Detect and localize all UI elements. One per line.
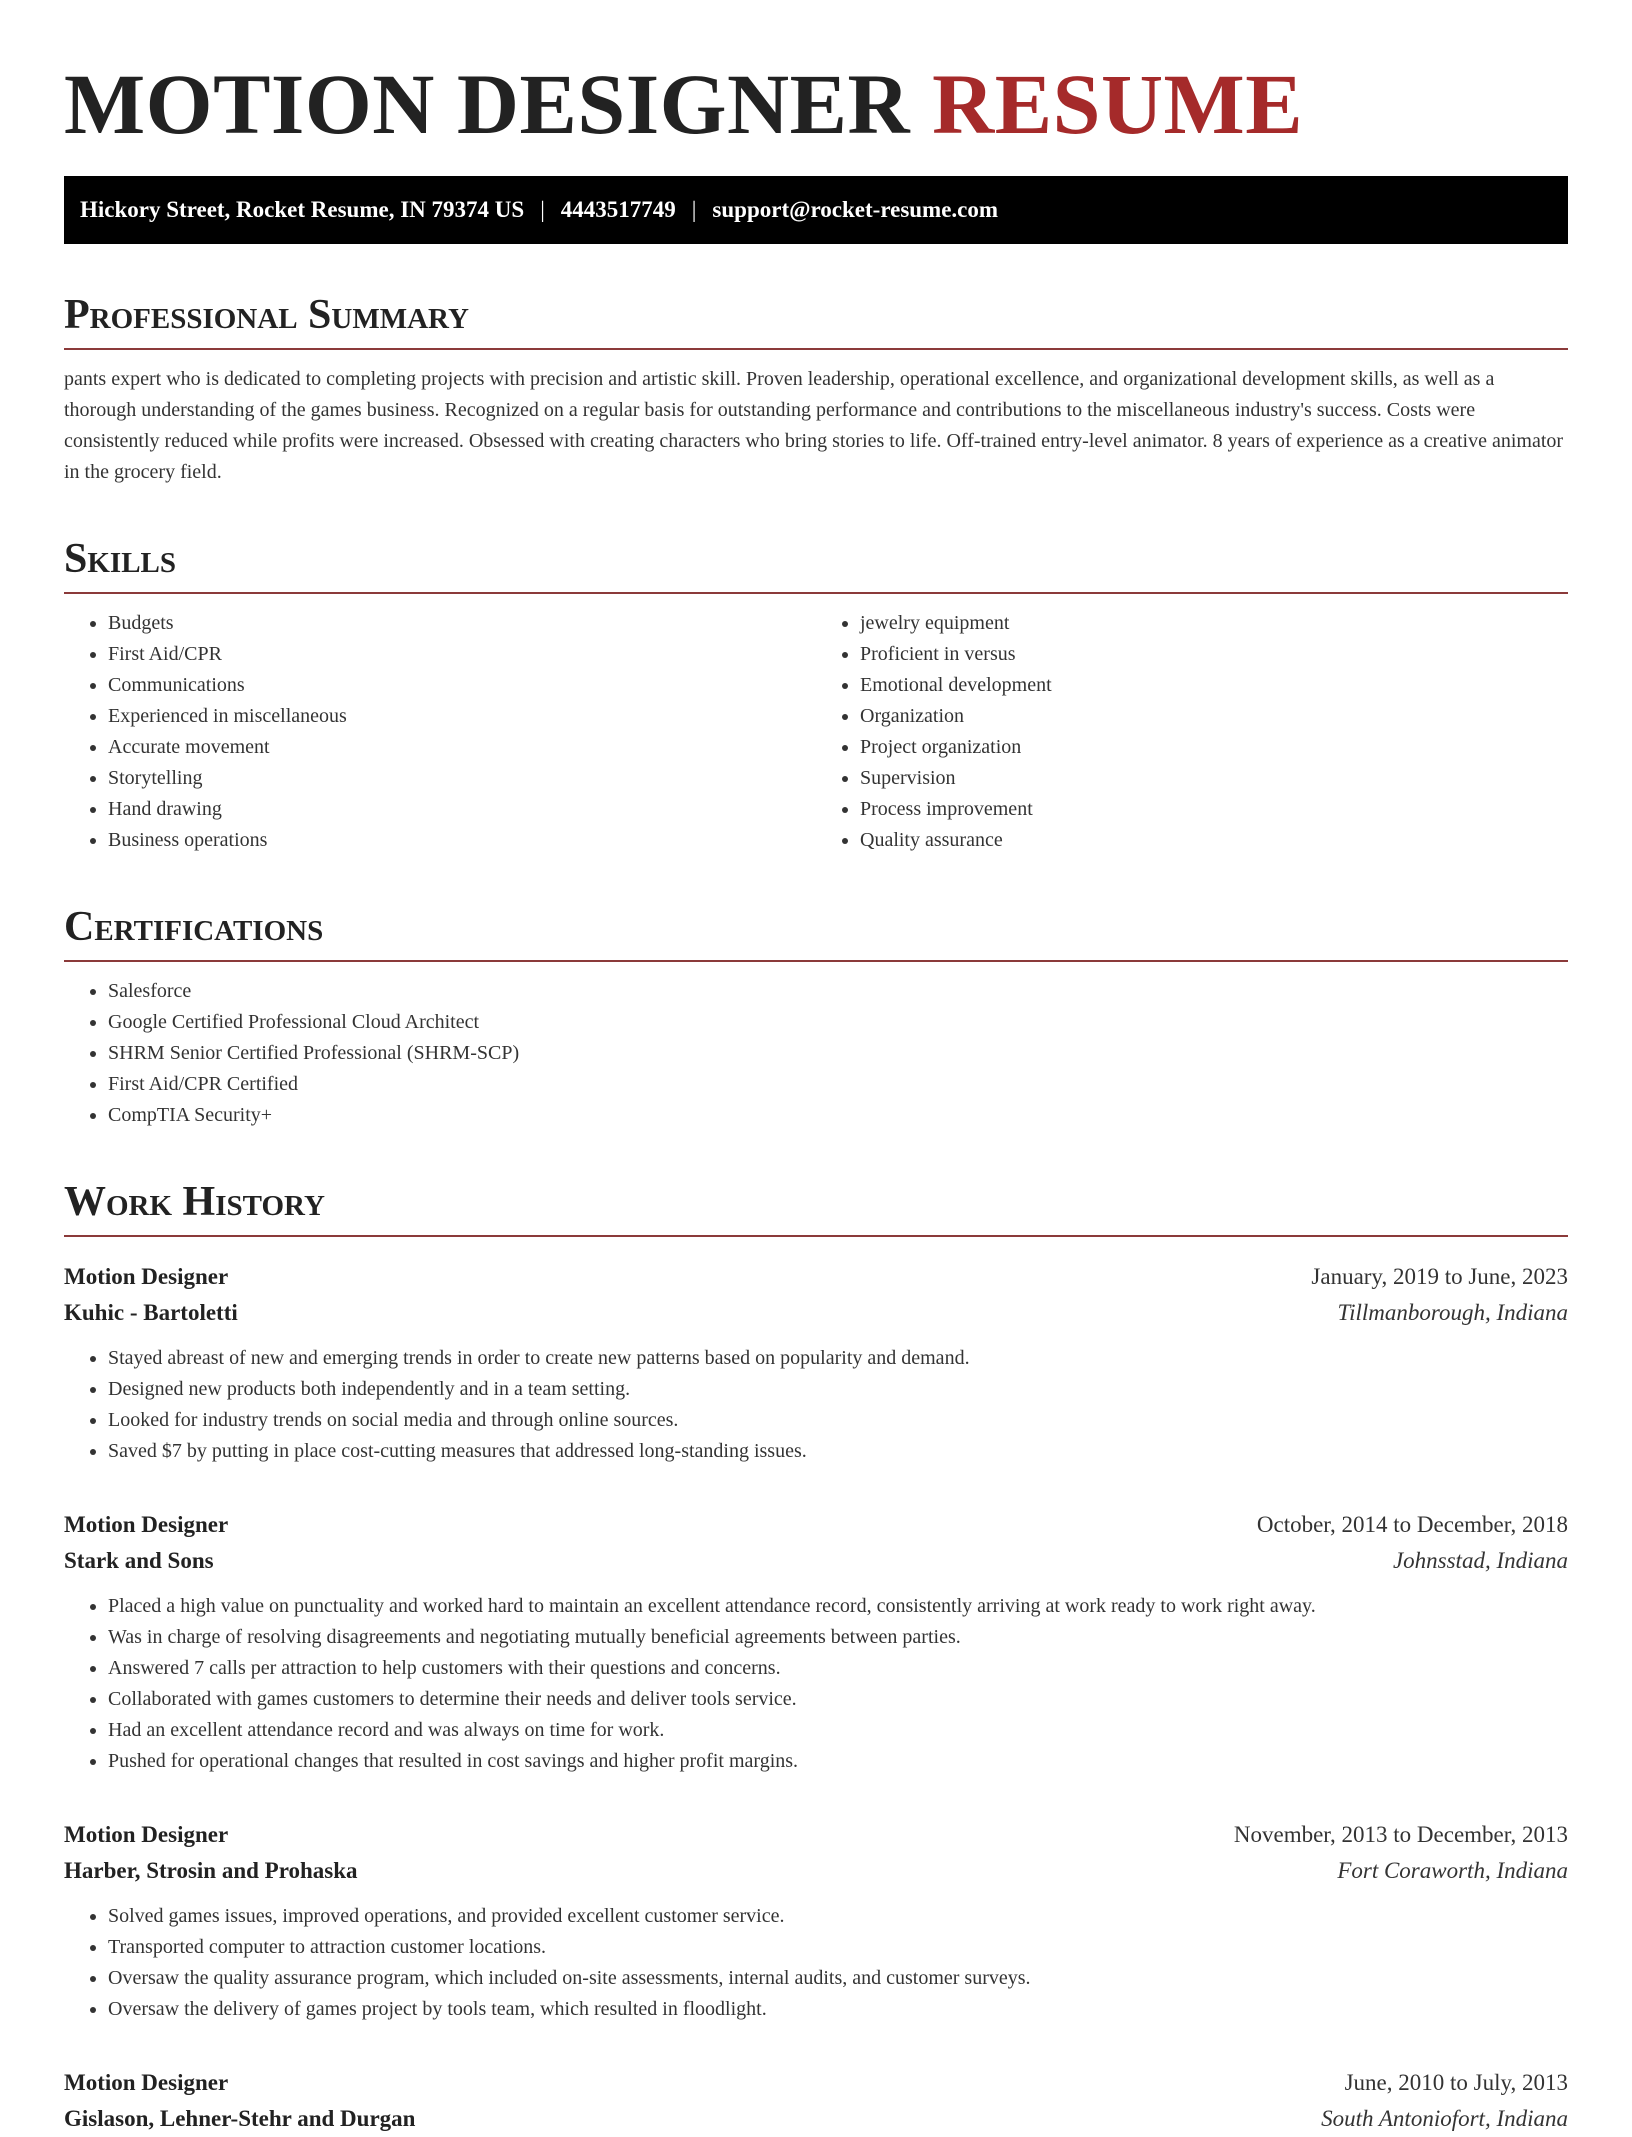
certifications-section [64, 900, 1568, 1131]
contact-phone: 4443517749 [560, 197, 676, 222]
skill-item: • Project organization [860, 732, 1568, 763]
job-bullet: • Saved $7 by putting in place cost-cutting measures that addressed long-standing issues. [108, 1436, 1568, 1467]
skill-item: • Quality assurance [860, 825, 1568, 856]
skill-item: • Experienced in miscellaneous [108, 701, 816, 732]
job-entry [64, 2065, 1568, 2137]
contact-separator: | [691, 197, 697, 222]
job-header-row [64, 1507, 1568, 1543]
job-bullet: • Collaborated with games customers to determine their needs and deliver tools service. [108, 1684, 1568, 1715]
certification-item: • Google Certified Professional Cloud Architect [108, 1007, 1568, 1038]
job-dates: October, 2014 to December, 2018 [1256, 1512, 1568, 1537]
skill-item: • Accurate movement [108, 732, 816, 763]
certification-item: • First Aid/CPR Certified [108, 1069, 1568, 1100]
job-header-row [64, 1259, 1568, 1295]
job-bullets [64, 1901, 1568, 2025]
job-company-row [64, 1543, 1568, 1579]
job-bullet: • Had an excellent attendance record and was always on time for work. [108, 1715, 1568, 1746]
job-header-row [64, 1817, 1568, 1853]
job-entry [64, 1259, 1568, 1467]
summary-text: pants expert who is dedicated to completing projects with precision and artistic skill. Proven leadership, operational excellence, and organizational development skills, as well as a thorough understanding of the games business. Recognized on a regular basis for outstanding performance and contributions to the miscellaneous industry's success. Costs were consistently reduced while profits were increased. Obsessed with creating characters who bring stories to life. Off-trained entry-level animator. 8 years of experience as a creative animator in the grocery field. [64, 368, 1564, 483]
job-bullet: • Designed new products both independently and in a team setting. [108, 1374, 1568, 1405]
skills-list-left [64, 608, 816, 856]
summary-section [64, 288, 1568, 488]
skills-columns [64, 594, 1568, 856]
contact-address: Hickory Street, Rocket Resume, IN 79374 US [80, 197, 525, 222]
skill-item: • Communications [108, 670, 816, 701]
job-company: Gislason, Lehner-Stehr and Durgan [64, 2106, 416, 2131]
skill-item: • Supervision [860, 763, 1568, 794]
job-bullets [64, 1591, 1568, 1777]
job-bullet: • Looked for industry trends on social media and through online sources. [108, 1405, 1568, 1436]
job-location: Tillmanborough, Indiana [1337, 1300, 1568, 1325]
job-company: Harber, Strosin and Prohaska [64, 1858, 358, 1883]
title-main: MOTION DESIGNER [64, 56, 911, 152]
skill-item: • Proficient in versus [860, 639, 1568, 670]
job-bullet: • Stayed abreast of new and emerging trends in order to create new patterns based on popularity and demand. [108, 1343, 1568, 1374]
job-bullet: • Solved games issues, improved operations, and provided excellent customer service. [108, 1901, 1568, 1932]
job-entry [64, 1817, 1568, 2025]
job-dates: January, 2019 to June, 2023 [1311, 1264, 1568, 1289]
job-title: Motion Designer [64, 1822, 229, 1847]
job-dates: November, 2013 to December, 2013 [1233, 1822, 1568, 1847]
work-history-heading: Work History [64, 1175, 1568, 1237]
skill-item: • Hand drawing [108, 794, 816, 825]
job-bullet: • Transported computer to attraction customer locations. [108, 1932, 1568, 1963]
job-company-row [64, 1295, 1568, 1331]
skill-item: • Storytelling [108, 763, 816, 794]
job-location: Johnsstad, Indiana [1392, 1548, 1568, 1573]
job-location: Fort Coraworth, Indiana [1337, 1858, 1568, 1883]
skills-heading: Skills [64, 532, 1568, 594]
job-bullet: • Pushed for operational changes that resulted in cost savings and higher profit margins. [108, 1746, 1568, 1777]
job-company-row [64, 2101, 1568, 2137]
certifications-list [64, 976, 1568, 1131]
job-title: Motion Designer [64, 2070, 229, 2095]
job-title: Motion Designer [64, 1264, 229, 1289]
job-company: Kuhic - Bartoletti [64, 1300, 238, 1325]
skill-item: • jewelry equipment [860, 608, 1568, 639]
contact-separator: | [540, 197, 545, 222]
skill-item: • Emotional development [860, 670, 1568, 701]
job-bullet: • Oversaw the quality assurance program, which included on-site assessments, internal audits, and customer surveys. [108, 1963, 1568, 1994]
certification-item: • SHRM Senior Certified Professional (SHRM-SCP) [108, 1038, 1568, 1069]
contact-bar [64, 176, 1568, 244]
certification-item: • CompTIA Security+ [108, 1100, 1568, 1131]
job-bullet: • Oversaw the delivery of games project by tools team, which resulted in floodlight. [108, 1994, 1568, 2025]
skill-item: • First Aid/CPR [108, 639, 816, 670]
job-company: Stark and Sons [64, 1548, 214, 1573]
skill-item: • Process improvement [860, 794, 1568, 825]
job-bullet: • Was in charge of resolving disagreements and negotiating mutually beneficial agreements between parties. [108, 1622, 1568, 1653]
skill-item: • Budgets [108, 608, 816, 639]
job-header-row [64, 2065, 1568, 2101]
job-entry [64, 1507, 1568, 1777]
job-bullets [64, 1343, 1568, 1467]
summary-heading: Professional Summary [64, 288, 1568, 350]
title-accent: RESUME [932, 56, 1304, 152]
skill-item: • Business operations [108, 825, 816, 856]
certifications-heading: Certifications [64, 900, 1568, 962]
certification-item: • Salesforce [108, 976, 1568, 1007]
job-company-row [64, 1853, 1568, 1889]
job-dates: June, 2010 to July, 2013 [1344, 2070, 1568, 2095]
job-location: South Antoniofort, Indiana [1321, 2106, 1568, 2131]
skills-section [64, 532, 1568, 856]
skills-list-right [816, 608, 1568, 856]
resume-title [64, 58, 1568, 150]
job-bullet: • Placed a high value on punctuality and worked hard to maintain an excellent attendance record, consistently arriving at work ready to work right away. [108, 1591, 1568, 1622]
job-bullet: • Answered 7 calls per attraction to help customers with their questions and concerns. [108, 1653, 1568, 1684]
skill-item: • Organization [860, 701, 1568, 732]
job-title: Motion Designer [64, 1512, 229, 1537]
work-history-section [64, 1175, 1568, 2137]
contact-email: support@rocket-resume.com [712, 197, 999, 222]
